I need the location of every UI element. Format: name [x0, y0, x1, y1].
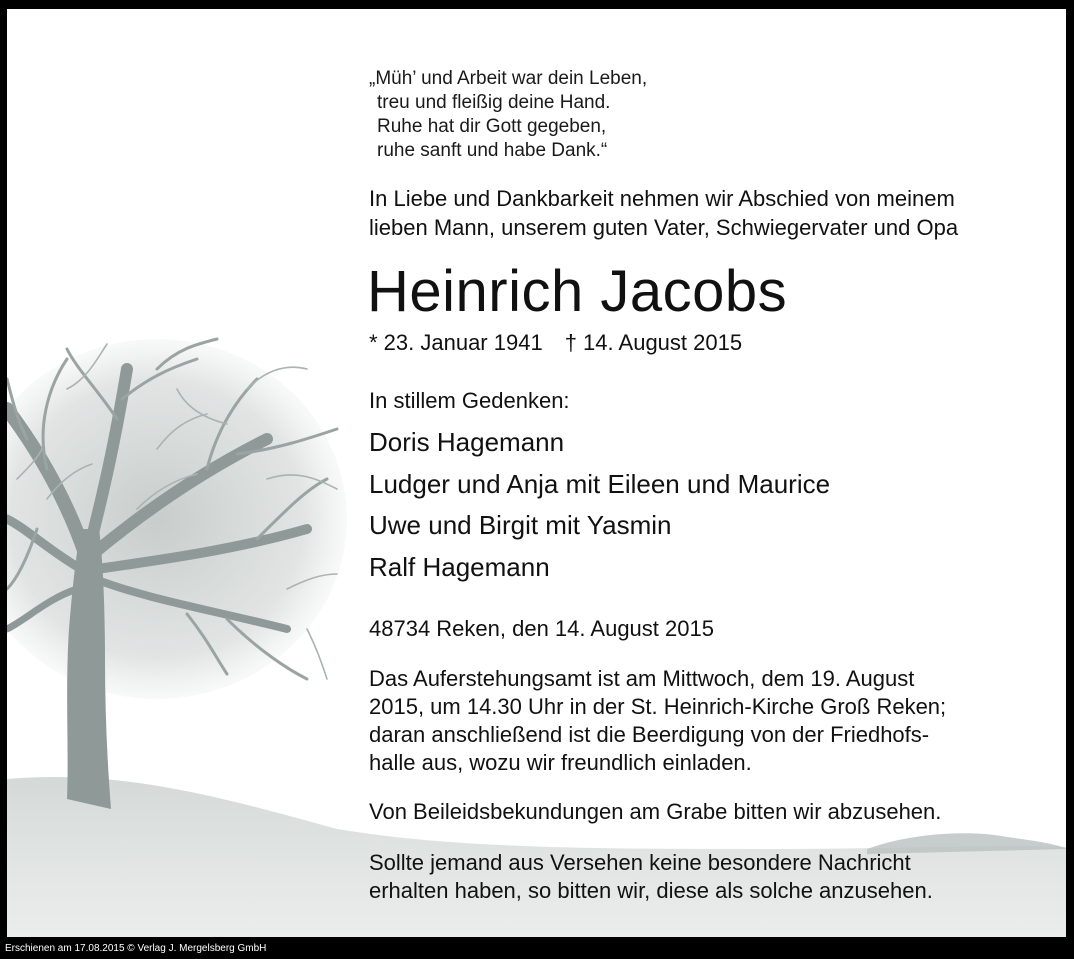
condolence-note: Von Beileidsbekundungen am Grabe bitten wir abzusehen.: [369, 799, 942, 824]
death-date: † 14. August 2015: [564, 330, 743, 355]
life-dates: [369, 328, 742, 358]
poem-line: Ruhe hat dir Gott gegeben,: [377, 116, 607, 137]
birth-date: * 23. Januar 1941: [369, 330, 543, 355]
mourner-entry: Ralf Hagemann: [369, 551, 550, 582]
intro-line: lieben Mann, unserem guten Vater, Schwiegervater und Opa: [369, 215, 959, 240]
service-line: halle aus, wozu wir freundlich einladen.: [369, 750, 752, 775]
service-line: 2015, um 14.30 Uhr in der St. Heinrich-Kirche Groß Reken;: [369, 694, 947, 719]
intro-line: In Liebe und Dankbarkeit nehmen wir Abschied von meinem: [369, 186, 955, 211]
gedenken-label: In stillem Gedenken:: [369, 388, 570, 413]
mourner-entry: Doris Hagemann: [369, 427, 565, 457]
mourner-entry: Uwe und Birgit mit Yasmin: [369, 510, 672, 540]
notice-text: [369, 849, 933, 905]
place-date: 48734 Reken, den 14. August 2015: [369, 616, 714, 641]
poem-line: treu und fleißig deine Hand.: [377, 92, 611, 113]
intro-text: [369, 184, 958, 242]
poem: [369, 67, 647, 163]
service-line: Das Auferstehungsamt ist am Mittwoch, dem 19. August: [369, 666, 915, 691]
publication-footer: Erschienen am 17.08.2015 © Verlag J. Mergelsberg GmbH: [5, 943, 267, 954]
mourner-entry: Ludger und Anja mit Eileen und Maurice: [369, 468, 831, 499]
poem-line: „Müh’ und Arbeit war dein Leben,: [369, 68, 648, 89]
poem-line: ruhe sanft und habe Dank.“: [377, 140, 608, 161]
deceased-name: Heinrich Jacobs: [367, 259, 788, 324]
service-line: daran anschließend ist die Beerdigung von der Friedhofs-: [369, 722, 930, 747]
service-info: [369, 665, 946, 777]
notice-line: erhalten haben, so bitten wir, diese als solche anzusehen.: [369, 878, 933, 903]
mourners-list: [369, 422, 830, 588]
notice-line: Sollte jemand aus Versehen keine besondere Nachricht: [369, 850, 911, 875]
